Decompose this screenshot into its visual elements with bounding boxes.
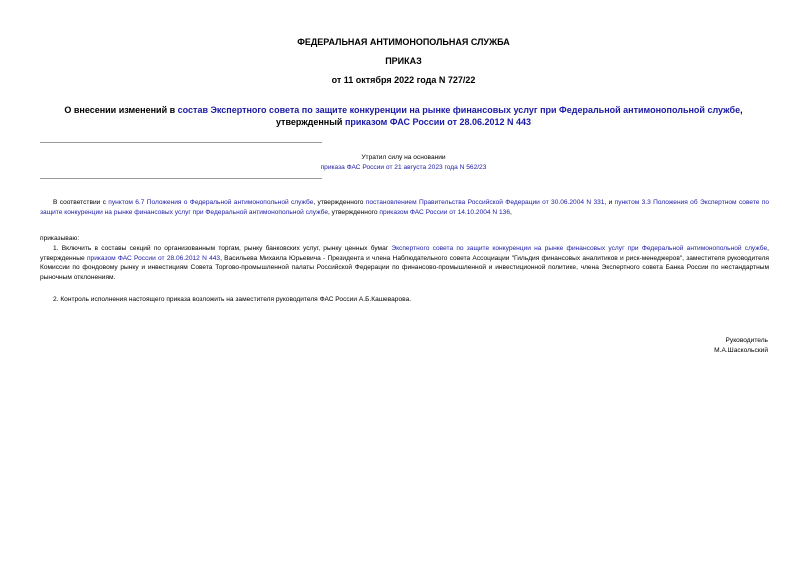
p2-text-3: , Васильева Михаила Юрьевича - Президента и члена Наблюдательного совета Ассоциации "Гильдия финансовых аналитиков и риск-менеджеров", заместителя руководителя Комиссии по фондовому рынку и инвестициям Совета Торгово-промышленной палаты Российской Федерации по финансово-промышленной и инвестиционной политике, члена Экспертного совета Банка России по нестандартным рыночным отклонениям. — [40, 254, 770, 281]
p1-link-regulation-6-7[interactable]: пунктом 6.7 Положения о Федеральной антимонопольной службе — [108, 199, 314, 206]
document-date: от 11 октября 2022 года N 727/22 — [331, 75, 476, 85]
validity-note-link[interactable]: приказа ФАС России от 21 августа 2023 года N 562/23 — [320, 164, 487, 171]
title-middle: , утвержденный — [275, 105, 743, 127]
document-title — [40, 104, 767, 128]
p2-text-2: , утвержденные — [40, 245, 769, 262]
p1-text-5: , — [510, 208, 512, 216]
agency-heading: ФЕДЕРАЛЬНАЯ АНТИМОНОПОЛЬНАЯ СЛУЖБА — [297, 37, 510, 47]
p1-link-regulation-3-3[interactable]: пунктом 3.3 Положения об Экспертном совете по защите конкуренции на рынке финансовых услуг при Федеральной антимонопольной службе — [40, 199, 769, 216]
document-type: ПРИКАЗ — [385, 56, 422, 66]
signer-position: Руководитель — [725, 337, 768, 344]
p2-link-council[interactable]: Экспертного совета по защите конкуренции на рынке финансовых услуг при Федеральной антимонопольной службе — [391, 245, 768, 252]
signer-name: М.А.Шаскольский — [714, 346, 768, 354]
signature-block — [714, 336, 768, 355]
title-link-order-443[interactable]: приказом ФАС России от 28.06.2012 N 443 — [344, 117, 532, 127]
p1-link-decree-331[interactable]: постановлением Правительства Российской Федерации от 30.06.2004 N 331 — [365, 199, 605, 206]
p1-text-4: , утвержденного — [328, 208, 380, 216]
divider-bottom — [40, 178, 322, 179]
order-word: приказываю: — [40, 235, 80, 242]
p2-link-order-443[interactable]: приказом ФАС России от 28.06.2012 N 443 — [86, 254, 221, 262]
p1-link-order-136[interactable]: приказом ФАС России от 14.10.2004 N 136 — [379, 208, 510, 216]
clause-1-paragraph — [40, 244, 769, 282]
p2-text-1: 1. Включить в составы секций по организованным торгам, рынку банковских услуг, рынку ценных бумаг — [53, 245, 392, 252]
p1-text-3: , и — [604, 199, 615, 206]
p1-text-2: , утвержденного — [313, 199, 366, 206]
title-link-council-composition[interactable]: состав Экспертного совета по защите конкуренции на рынке финансовых услуг при Федеральной антимонопольной службе — [177, 105, 741, 115]
validity-note-text: Утратил силу на основании — [361, 154, 446, 161]
p1-text-1: В соответствии с — [53, 199, 109, 206]
clause-2-paragraph: 2. Контроль исполнения настоящего приказа возложить на заместителя руководителя ФАС России А.Б.Кашеварова. — [53, 296, 412, 303]
divider-top — [40, 142, 322, 143]
title-prefix: О внесении изменений в — [64, 105, 178, 115]
preamble-paragraph — [40, 198, 769, 217]
